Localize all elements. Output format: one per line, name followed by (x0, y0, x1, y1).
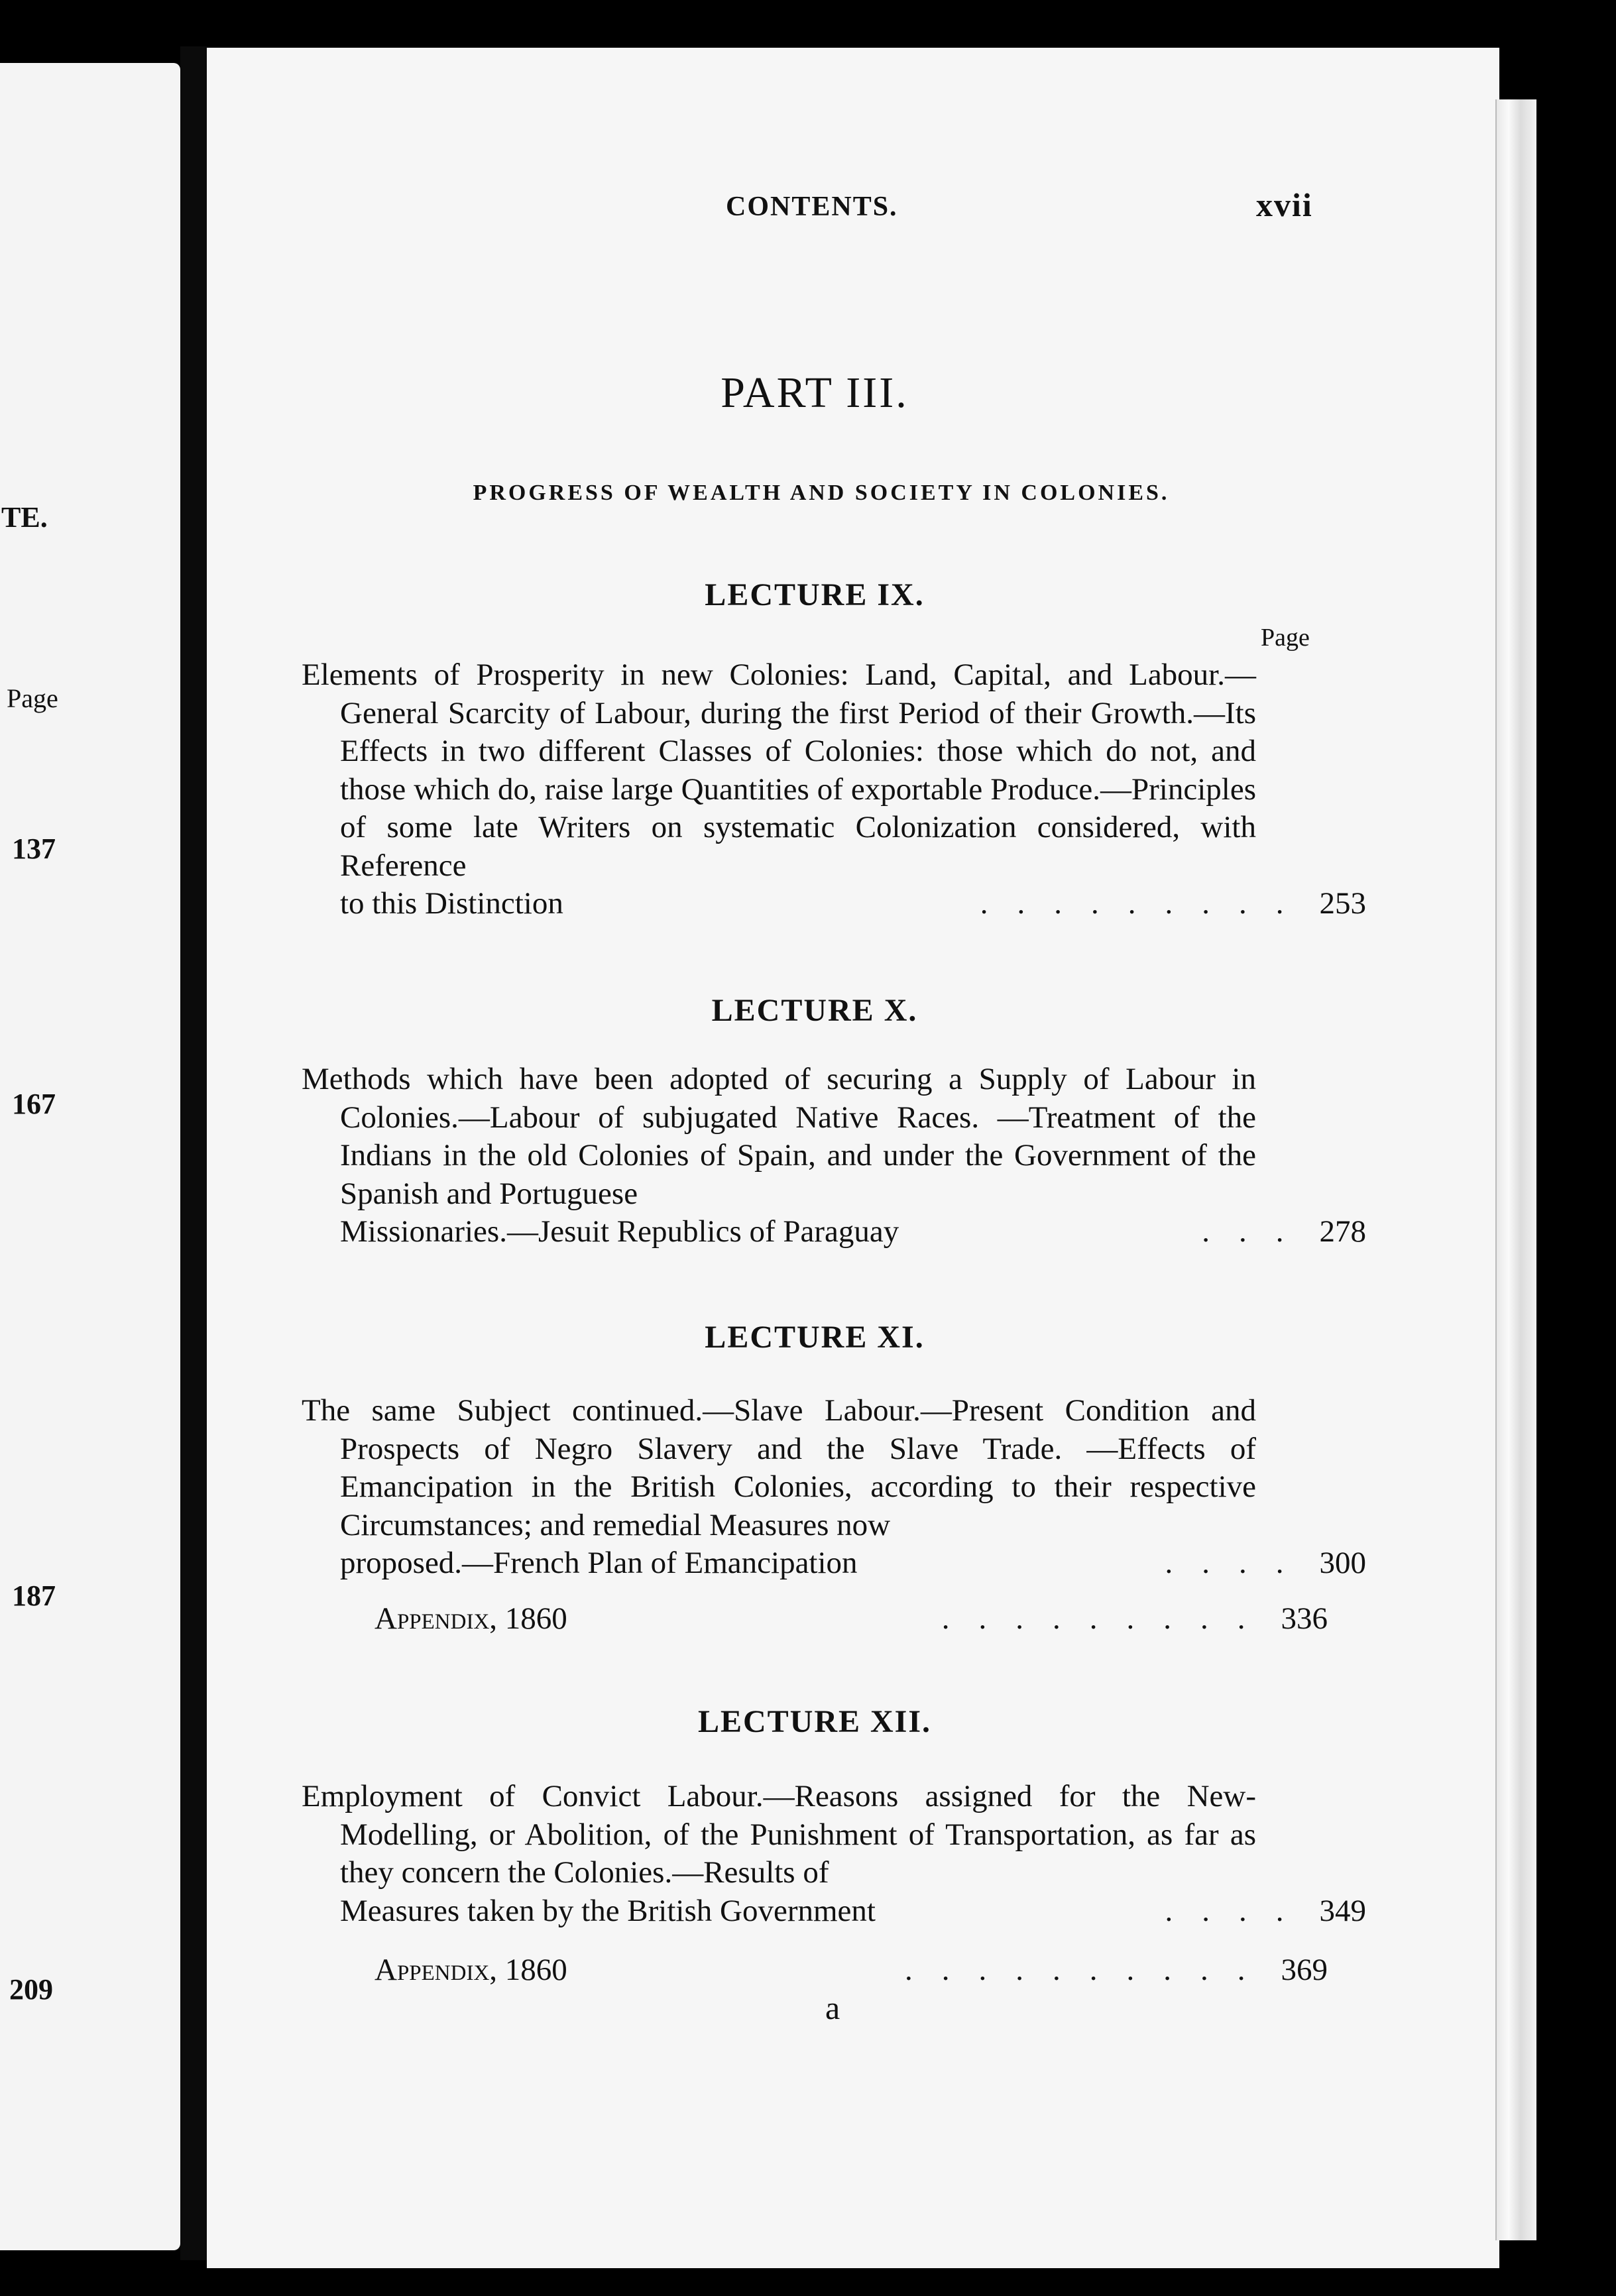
running-head: CONTENTS. (726, 192, 898, 222)
toc-entry (302, 656, 1366, 923)
page-column-label: Page (1261, 624, 1310, 652)
signature-mark: a (825, 1989, 840, 2026)
toc-entry (302, 1061, 1366, 1251)
part-subtitle: PROGRESS OF WEALTH AND SOCIETY IN COLONIES. (473, 481, 1170, 505)
entry-last-text: to this Distinction (340, 886, 563, 921)
leader-dots: ......... (941, 1601, 1275, 1636)
page-edge (1495, 99, 1536, 2240)
entry-page: 278 (1319, 1214, 1366, 1249)
lecture-title: LECTURE X. (711, 993, 918, 1028)
appendix-line (302, 1601, 1328, 1636)
lecture-title: LECTURE XI. (705, 1320, 925, 1355)
entry-body: Elements of Prosperity in new Colonies: Land, Capital, and Labour.—General Scarcity of Labour, during the first Period of their Growth.—Its Effects in two different Classes of Colonies: those which do not, and those which do, raise large Quantities of exportable Produce.—Principles of some late Writers on systematic Colonization considered, with Reference (302, 658, 1256, 883)
entry-last-text: proposed.—French Plan of Emancipation (340, 1546, 858, 1580)
left-page-number: 187 (12, 1579, 56, 1612)
leader-dots: .... (1165, 1893, 1313, 1928)
left-page-number: 167 (12, 1088, 56, 1120)
appendix-label: Appendix, 1860 (375, 1601, 567, 1636)
entry-last-line (302, 885, 1366, 923)
left-page-fragment: TE. (1, 501, 48, 534)
entry-page: 300 (1319, 1546, 1366, 1580)
toc-entry (302, 1778, 1366, 1930)
left-page-number: 209 (9, 1973, 53, 2006)
leader-dots: ... (1202, 1214, 1313, 1249)
entry-last-line (302, 1892, 1366, 1931)
left-page-label: Page (7, 683, 58, 713)
entry-body: Employment of Convict Labour.—Reasons assigned for the New-Modelling, or Abolition, of the Punishment of Transportation, as far as they concern the Colonies.—Results of (302, 1779, 1256, 1890)
entry-last-text: Missionaries.—Jesuit Republics of Paraguay (340, 1214, 899, 1249)
part-title: PART III. (721, 369, 909, 417)
entry-last-text: Measures taken by the British Government (340, 1893, 876, 1928)
page-number: xvii (1256, 186, 1313, 223)
leader-dots: .......... (905, 1953, 1275, 1987)
appendix-page: 369 (1281, 1953, 1328, 1987)
entry-page: 349 (1319, 1893, 1366, 1928)
toc-entry (302, 1392, 1366, 1583)
lecture-title: LECTURE XII. (697, 1704, 932, 1739)
entry-last-line (302, 1544, 1366, 1583)
lecture-title: LECTURE IX. (705, 577, 925, 612)
entry-body: Methods which have been adopted of securing a Supply of Labour in Colonies.—Labour of subjugated Native Races. —Treatment of the Indians in the old Colonies of Spain, and under the Government of the Spanish and Portuguese (302, 1062, 1256, 1211)
leader-dots: .... (1165, 1546, 1313, 1580)
entry-last-line (302, 1213, 1366, 1251)
leader-dots: ......... (980, 886, 1313, 921)
entry-body: The same Subject continued.—Slave Labour.—Present Condition and Prospects of Negro Slavery and the Slave Trade. —Effects of Emancipation in the British Colonies, according to their respective Circumstances; and remedial Measures now (302, 1393, 1256, 1542)
appendix-label: Appendix, 1860 (375, 1953, 567, 1987)
appendix-line (302, 1952, 1328, 1988)
appendix-page: 336 (1281, 1601, 1328, 1636)
left-page-number: 137 (12, 832, 56, 865)
entry-page: 253 (1319, 886, 1366, 921)
